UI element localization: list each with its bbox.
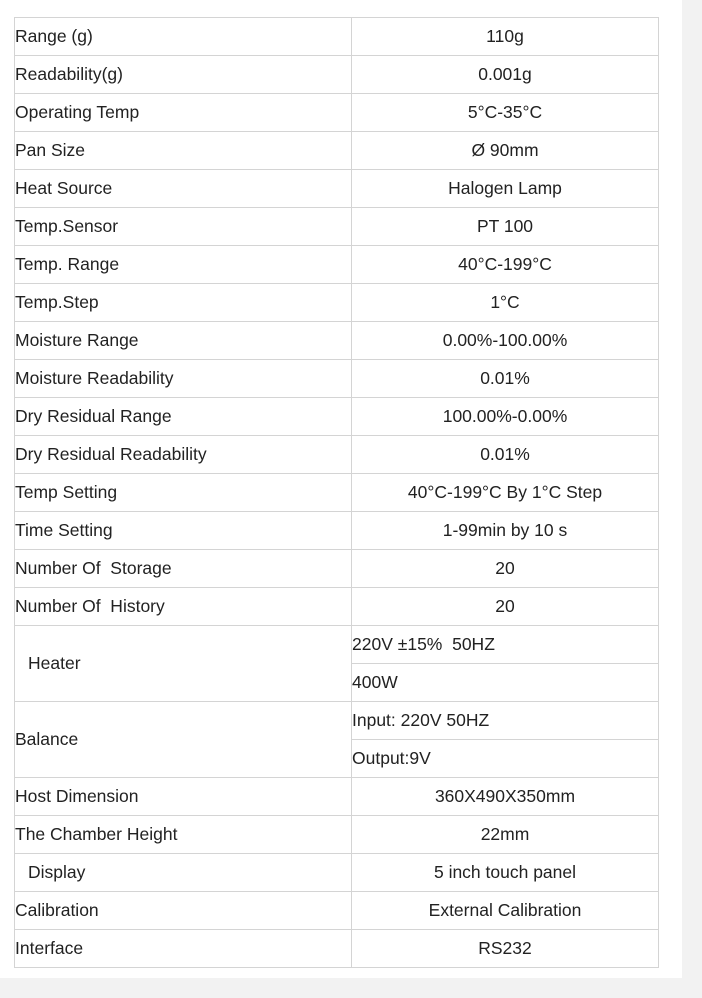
specification-table-body <box>15 18 659 968</box>
spec-value: 400W <box>352 664 659 702</box>
spec-value: 40°C-199°C By 1°C Step <box>352 474 659 512</box>
spec-label: The Chamber Height <box>15 816 352 854</box>
spec-value: Output:9V <box>352 740 659 778</box>
spec-label: Display <box>15 854 352 892</box>
spec-value: 5 inch touch panel <box>352 854 659 892</box>
spec-value: 0.01% <box>352 360 659 398</box>
spec-label: Heater <box>15 626 352 702</box>
spec-label: Moisture Range <box>15 322 352 360</box>
spec-value: 1°C <box>352 284 659 322</box>
spec-value: 1-99min by 10 s <box>352 512 659 550</box>
spec-value: 0.001g <box>352 56 659 94</box>
spec-value: 220V ±15% 50HZ <box>352 626 659 664</box>
spec-value: External Calibration <box>352 892 659 930</box>
table-row-pan-size <box>15 132 659 170</box>
spec-label: Temp Setting <box>15 474 352 512</box>
table-row-display <box>15 854 659 892</box>
spec-value: 5°C-35°C <box>352 94 659 132</box>
table-row-range <box>15 18 659 56</box>
table-row-interface <box>15 930 659 968</box>
spec-label: Balance <box>15 702 352 778</box>
spec-label: Operating Temp <box>15 94 352 132</box>
spec-label: Dry Residual Readability <box>15 436 352 474</box>
spec-value: 110g <box>352 18 659 56</box>
spec-value: PT 100 <box>352 208 659 246</box>
spec-value: 0.01% <box>352 436 659 474</box>
spec-value: 360X490X350mm <box>352 778 659 816</box>
spec-value: RS232 <box>352 930 659 968</box>
spec-label: Number Of Storage <box>15 550 352 588</box>
spec-value: Halogen Lamp <box>352 170 659 208</box>
table-row-balance <box>15 702 659 740</box>
spec-value: Input: 220V 50HZ <box>352 702 659 740</box>
table-row-host-dimension <box>15 778 659 816</box>
spec-value: 20 <box>352 588 659 626</box>
table-row-chamber-height <box>15 816 659 854</box>
table-row-operating-temp <box>15 94 659 132</box>
spec-label: Calibration <box>15 892 352 930</box>
spec-label: Pan Size <box>15 132 352 170</box>
spec-label: Range (g) <box>15 18 352 56</box>
table-row-moisture-readability <box>15 360 659 398</box>
table-row-heater <box>15 626 659 664</box>
spec-value: 0.00%-100.00% <box>352 322 659 360</box>
spec-value: 20 <box>352 550 659 588</box>
spec-label: Host Dimension <box>15 778 352 816</box>
spec-label: Moisture Readability <box>15 360 352 398</box>
spec-label: Readability(g) <box>15 56 352 94</box>
spec-label: Time Setting <box>15 512 352 550</box>
table-row-time-setting <box>15 512 659 550</box>
spec-label: Temp.Sensor <box>15 208 352 246</box>
spec-label: Temp. Range <box>15 246 352 284</box>
table-row-temp-range <box>15 246 659 284</box>
spec-value: 40°C-199°C <box>352 246 659 284</box>
table-row-number-of-history <box>15 588 659 626</box>
specification-table <box>14 17 659 968</box>
table-row-calibration <box>15 892 659 930</box>
table-row-temp-sensor <box>15 208 659 246</box>
spec-label: Temp.Step <box>15 284 352 322</box>
table-row-temp-step <box>15 284 659 322</box>
spec-label: Interface <box>15 930 352 968</box>
spec-value: Ø 90mm <box>352 132 659 170</box>
table-row-number-of-storage <box>15 550 659 588</box>
spec-label: Heat Source <box>15 170 352 208</box>
table-row-heat-source <box>15 170 659 208</box>
table-row-dry-residual-readability <box>15 436 659 474</box>
spec-value: 22mm <box>352 816 659 854</box>
table-row-moisture-range <box>15 322 659 360</box>
spec-value: 100.00%-0.00% <box>352 398 659 436</box>
spec-label: Number Of History <box>15 588 352 626</box>
table-row-readability <box>15 56 659 94</box>
spec-label: Dry Residual Range <box>15 398 352 436</box>
table-row-dry-residual-range <box>15 398 659 436</box>
table-row-temp-setting <box>15 474 659 512</box>
